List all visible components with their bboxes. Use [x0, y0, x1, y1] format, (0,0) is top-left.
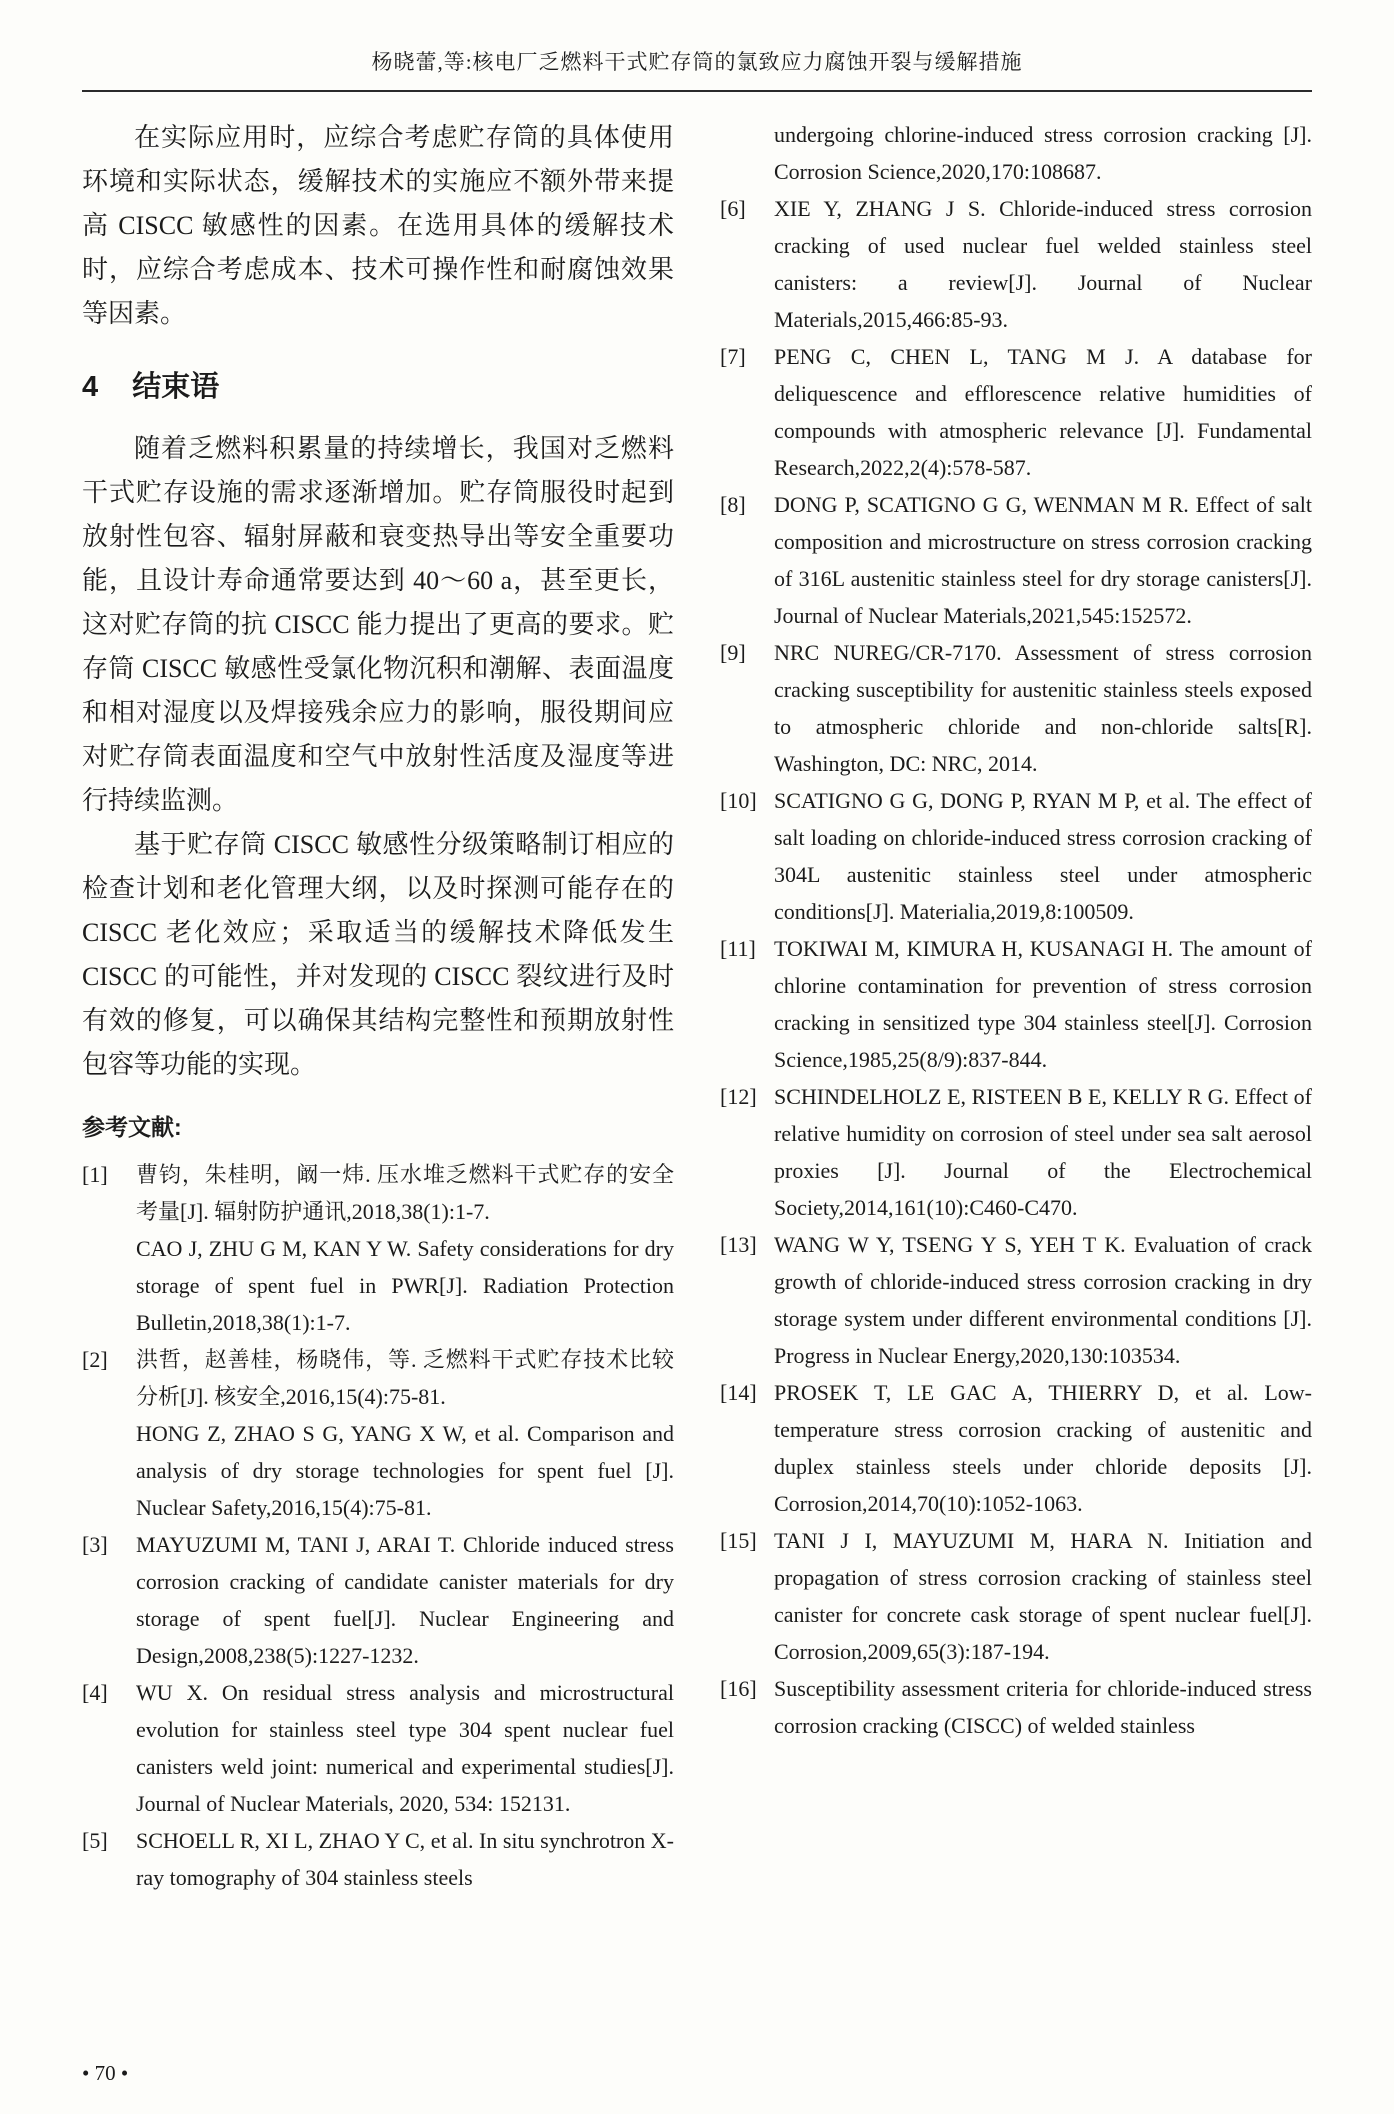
- two-column-body: [82, 116, 1312, 1896]
- reference-text: [774, 1078, 1312, 1226]
- section-number: 4: [82, 371, 99, 403]
- reference-text-part: TANI J I, MAYUZUMI M, HARA N. Initiation and propagation of stress corrosion cracking of stainless steel canister for concrete cask storage of spent nuclear fuel[J]. Corrosion,2009,65(3):187-194.: [774, 1528, 1312, 1664]
- reference-text-part: Susceptibility assessment criteria for chloride-induced stress corrosion cracking (CISCC) of welded stainless: [774, 1676, 1312, 1738]
- left-column: [82, 116, 674, 1896]
- reference-text: [774, 1670, 1312, 1744]
- reference-text: [136, 1674, 674, 1822]
- reference-label: [7]: [720, 344, 746, 369]
- reference-label: [14]: [720, 1380, 757, 1405]
- running-head: 杨晓蕾,等:核电厂乏燃料干式贮存筒的氯致应力腐蚀开裂与缓解措施: [371, 50, 1023, 74]
- reference-text: [136, 1526, 674, 1674]
- reference-label: [5]: [82, 1828, 108, 1853]
- reference-text: [136, 1822, 674, 1896]
- reference-text-part: CAO J, ZHU G M, KAN Y W. Safety considerations for dry storage of spent fuel in PWR[J]. Radiation Protection Bulletin,2018,38(1):1-7.: [136, 1236, 674, 1335]
- reference-label: [16]: [720, 1676, 757, 1701]
- reference-text: [774, 338, 1312, 486]
- reference-text: [774, 930, 1312, 1078]
- reference-item: [720, 930, 1312, 1078]
- reference-text: [774, 634, 1312, 782]
- reference-item: [720, 1078, 1312, 1226]
- reference-text-part: 洪哲，赵善桂，杨晓伟，等. 乏燃料干式贮存技术比较分析[J]. 核安全,2016,15(4):75-81.: [136, 1347, 674, 1409]
- paragraph-conclusion-2: 基于贮存筒 CISCC 敏感性分级策略制订相应的检查计划和老化管理大纲，以及时探测可能存在的 CISCC 老化效应；采取适当的缓解技术降低发生 CISCC 的可能性，并对发现的 CISCC 裂纹进行及时有效的修复，可以确保其结构完整性和预期放射性包容等功能的实现。: [82, 830, 674, 1079]
- reference-item: [720, 190, 1312, 338]
- reference-item: [82, 1674, 674, 1822]
- reference-item: [720, 486, 1312, 634]
- reference-item: [720, 782, 1312, 930]
- reference-text: [774, 1226, 1312, 1374]
- page-footer: [82, 2061, 128, 2086]
- reference-text-part: TOKIWAI M, KIMURA H, KUSANAGI H. The amount of chlorine contamination for prevention of stress corrosion cracking in sensitized type 304 stainless steel[J]. Corrosion Science,1985,25(8/9):837-844.: [774, 936, 1312, 1072]
- reference-label: [4]: [82, 1680, 108, 1705]
- reference-text-part: HONG Z, ZHAO S G, YANG X W, et al. Comparison and analysis of dry storage technologies for spent fuel [J]. Nuclear Safety,2016,15(4):75-81.: [136, 1421, 674, 1520]
- reference-item: [720, 338, 1312, 486]
- reference-text: [136, 1156, 674, 1341]
- reference-item: [720, 634, 1312, 782]
- reference-text: [774, 1374, 1312, 1522]
- right-column: [720, 116, 1312, 1896]
- reference-item: [82, 1526, 674, 1674]
- reference-text: [774, 486, 1312, 634]
- header-rule: [82, 90, 1312, 92]
- reference-text: [774, 782, 1312, 930]
- reference-5-continuation: undergoing chlorine-induced stress corrosion cracking [J]. Corrosion Science,2020,170:108687.: [774, 122, 1312, 184]
- reference-item: [720, 1522, 1312, 1670]
- reference-label: [9]: [720, 640, 746, 665]
- reference-text-part: SCHINDELHOLZ E, RISTEEN B E, KELLY R G. Effect of relative humidity on corrosion of steel under sea salt aerosol proxies [J]. Journal of the Electrochemical Society,2014,161(10):C460-C470.: [774, 1084, 1312, 1220]
- reference-text: [774, 190, 1312, 338]
- section-title: 结束语: [132, 371, 220, 403]
- reference-text-part: MAYUZUMI M, TANI J, ARAI T. Chloride induced stress corrosion cracking of candidate canister materials for dry storage of spent fuel[J]. Nuclear Engineering and Design,2008,238(5):1227-1232.: [136, 1532, 674, 1668]
- reference-label: [8]: [720, 492, 746, 517]
- section-heading: [82, 364, 674, 405]
- reference-item: [720, 1374, 1312, 1522]
- paragraph-conclusion-1: 随着乏燃料积累量的持续增长，我国对乏燃料干式贮存设施的需求逐渐增加。贮存筒服役时起到放射性包容、辐射屏蔽和衰变热导出等安全重要功能，且设计寿命通常要达到 40～60 a，甚至更长，这对贮存筒的抗 CISCC 能力提出了更高的要求。贮存筒 CISCC 敏感性受氯化物沉积和潮解、表面温度和相对湿度以及焊接残余应力的影响，服役期间应对贮存筒表面温度和空气中放射性活度及湿度等进行持续监测。: [82, 434, 674, 815]
- reference-label: [15]: [720, 1528, 757, 1553]
- paragraph-application: 在实际应用时，应综合考虑贮存筒的具体使用环境和实际状态，缓解技术的实施应不额外带来提高 CISCC 敏感性的因素。在选用具体的缓解技术时，应综合考虑成本、技术可操作性和耐腐蚀效果等因素。: [82, 123, 674, 328]
- references-list-right: [720, 190, 1312, 1744]
- reference-label: [1]: [82, 1162, 108, 1187]
- page-number: • 70 •: [82, 2061, 129, 2085]
- reference-text: [136, 1341, 674, 1526]
- reference-item: [720, 1226, 1312, 1374]
- reference-text-part: XIE Y, ZHANG J S. Chloride-induced stress corrosion cracking of used nuclear fuel welded stainless steel canisters: a review[J]. Journal of Nuclear Materials,2015,466:85-93.: [774, 196, 1312, 332]
- reference-label: [11]: [720, 936, 756, 961]
- reference-label: [6]: [720, 196, 746, 221]
- reference-label: [3]: [82, 1532, 108, 1557]
- references-heading: 参考文献:: [82, 1114, 182, 1140]
- reference-text-part: NRC NUREG/CR-7170. Assessment of stress corrosion cracking susceptibility for austenitic stainless steels exposed to atmospheric chloride and non-chloride salts[R]. Washington, DC: NRC, 2014.: [774, 640, 1312, 776]
- reference-item: [82, 1341, 674, 1526]
- reference-text-part: DONG P, SCATIGNO G G, WENMAN M R. Effect of salt composition and microstructure on stress corrosion cracking of 316L austenitic stainless steel for dry storage canisters[J]. Journal of Nuclear Materials,2021,545:152572.: [774, 492, 1312, 628]
- reference-text-part: SCATIGNO G G, DONG P, RYAN M P, et al. The effect of salt loading on chloride-induced stress corrosion cracking of 304L austenitic stainless steel under atmospheric conditions[J]. Materialia,2019,8:100509.: [774, 788, 1312, 924]
- reference-text: [774, 1522, 1312, 1670]
- reference-label: [2]: [82, 1347, 108, 1372]
- references-list-left: [82, 1156, 674, 1896]
- reference-label: [10]: [720, 788, 757, 813]
- reference-text-part: WU X. On residual stress analysis and microstructural evolution for stainless steel type 304 spent nuclear fuel canisters weld joint: numerical and experimental studies[J]. Journal of Nuclear Materials, 2020, 534: 152131.: [136, 1680, 674, 1816]
- reference-label: [13]: [720, 1232, 757, 1257]
- reference-text-part: PROSEK T, LE GAC A, THIERRY D, et al. Low-temperature stress corrosion cracking of austenitic and duplex stainless steels under chloride deposits [J]. Corrosion,2014,70(10):1052-1063.: [774, 1380, 1312, 1516]
- reference-text-part: PENG C, CHEN L, TANG M J. A database for deliquescence and efflorescence relative humidities of compounds with atmospheric relevance [J]. Fundamental Research,2022,2(4):578-587.: [774, 344, 1312, 480]
- reference-item: [82, 1822, 674, 1896]
- page-header: [82, 34, 1312, 92]
- reference-label: [12]: [720, 1084, 757, 1109]
- reference-item: [82, 1156, 674, 1341]
- reference-text-part: SCHOELL R, XI L, ZHAO Y C, et al. In situ synchrotron X-ray tomography of 304 stainless steels: [136, 1828, 674, 1890]
- reference-item: [720, 1670, 1312, 1744]
- reference-text-part: 曹钧，朱桂明，阚一炜. 压水堆乏燃料干式贮存的安全考量[J]. 辐射防护通讯,2018,38(1):1-7.: [136, 1162, 674, 1224]
- reference-text-part: WANG W Y, TSENG Y S, YEH T K. Evaluation of crack growth of chloride-induced stress corrosion cracking in dry storage system under different environmental conditions [J]. Progress in Nuclear Energy,2020,130:103534.: [774, 1232, 1312, 1368]
